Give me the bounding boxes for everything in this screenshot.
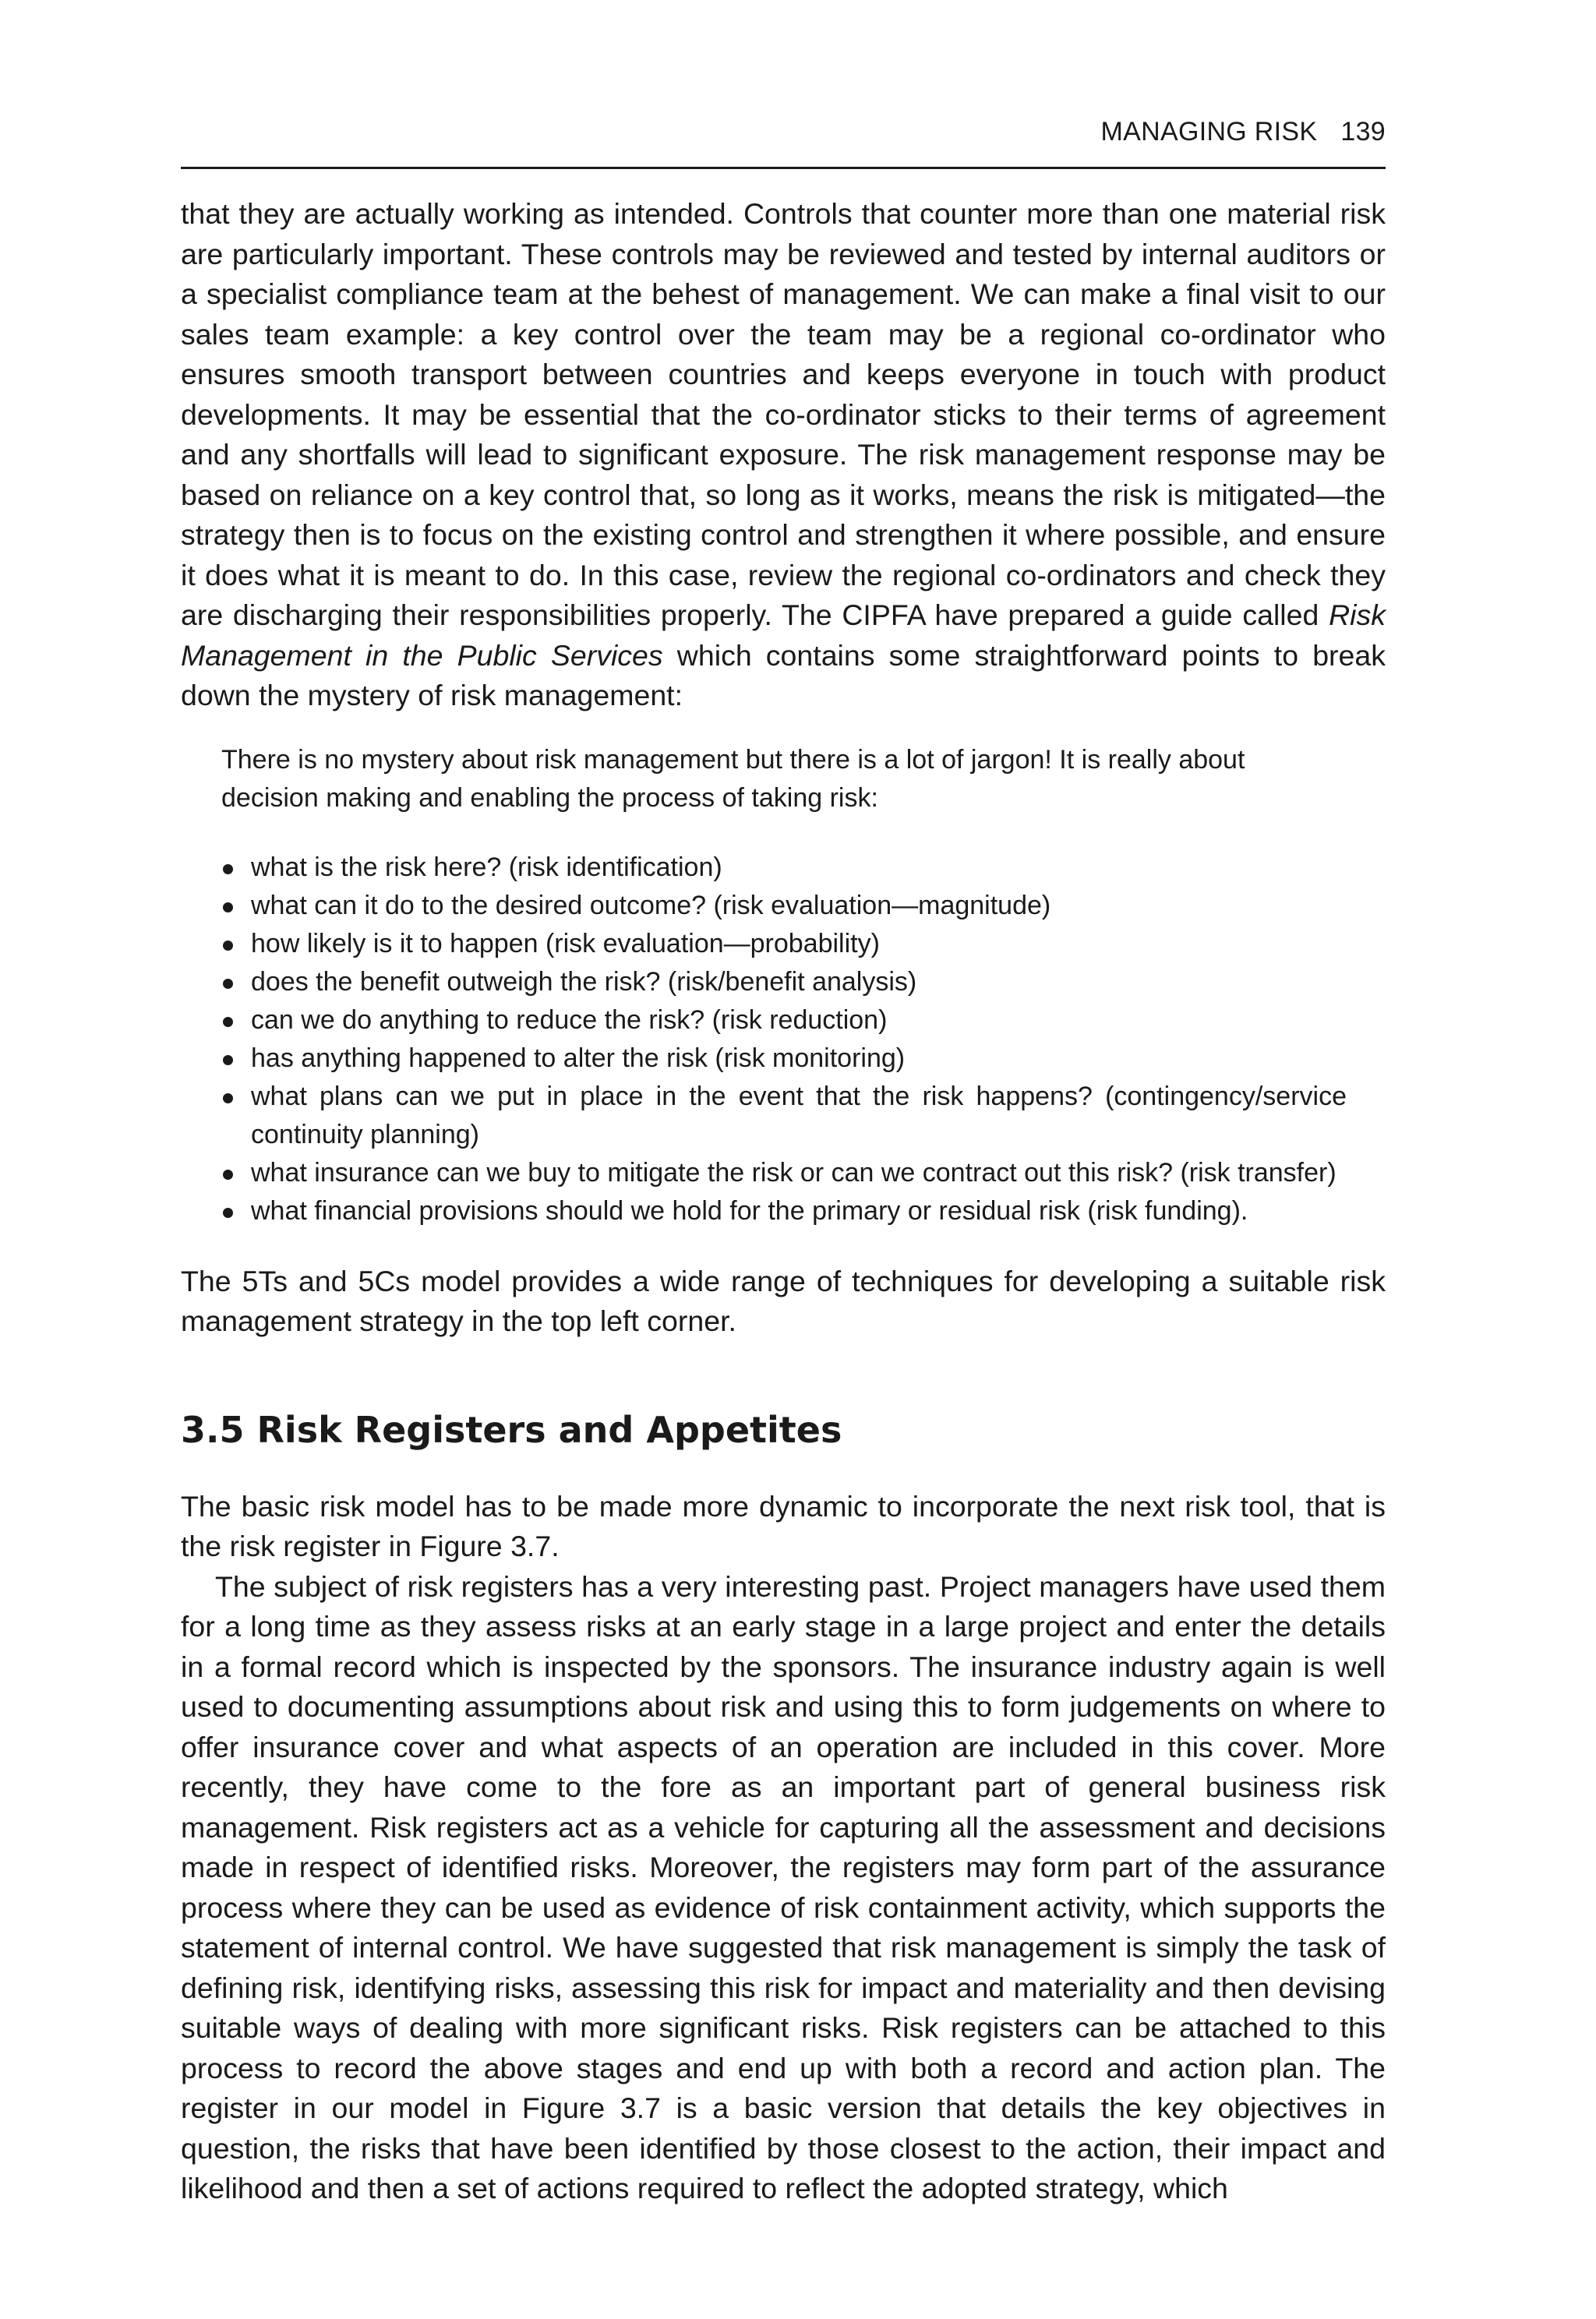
running-header bbox=[181, 117, 1386, 169]
list-item: what financial provisions should we hold for the primary or residual risk (risk funding). bbox=[221, 1192, 1347, 1230]
paragraph-5ts-5cs: The 5Ts and 5Cs model provides a wide range of techniques for developing a suitable risk management strategy in the top left corner. bbox=[181, 1264, 1386, 1337]
quote-intro: There is no mystery about risk management but there is a lot of jargon! It is really about decision making and enabling the process of taking risk: bbox=[221, 744, 1245, 813]
list-item: how likely is it to happen (risk evaluation—probability) bbox=[221, 925, 1347, 963]
paragraph-basic-risk-model: The basic risk model has to be made more dynamic to incorporate the next risk tool, that is the risk register in Figure 3.7. bbox=[181, 1489, 1386, 1562]
quote-bullet-list bbox=[221, 849, 1347, 1230]
list-item: what can it do to the desired outcome? (risk evaluation—magnitude) bbox=[221, 887, 1347, 925]
paragraph-text: that they are actually working as intended. Controls that counter more than one material risk are particularly important. These controls may be reviewed and tested by internal auditors or a specialist compliance team at the behest of management. We can make a final visit to our sales team example: a key control over the team may be a regional co-ordinator who ensures smooth transport between countries and keeps everyone in touch with product developments. It may be essential that the co-ordinator sticks to their terms of agreement and any shortfalls will lead to significant exposure. The risk management response may be based on reliance on a key control that, so long as it works, means the risk is mitigated—the strategy then is to focus on the existing control and strengthen it where possible, and ensure it does what it is meant to do. In this case, review the regional co-ordinators and check they are discharging their responsibilities properly. The CIPFA have prepared a guide called bbox=[181, 197, 1386, 631]
paragraph-controls bbox=[181, 194, 1386, 716]
list-item: what is the risk here? (risk identification) bbox=[221, 849, 1347, 887]
block-quote bbox=[221, 741, 1347, 1230]
book-page bbox=[181, 117, 1386, 2209]
book-title-citation: Risk Management in the Public Services bbox=[181, 598, 1386, 672]
list-item: what insurance can we buy to mitigate the risk or can we contract out this risk? (risk transfer) bbox=[221, 1154, 1347, 1192]
list-item: has anything happened to alter the risk (risk monitoring) bbox=[221, 1039, 1347, 1078]
list-item: what plans can we put in place in the event that the risk happens? (contingency/service continuity planning) bbox=[221, 1078, 1347, 1154]
paragraph-text-end: which contains some straightforward points to break down the mystery of risk management: bbox=[181, 638, 1386, 711]
paragraph-risk-registers: The subject of risk registers has a very interesting past. Project managers have used them for a long time as they assess risks at an early stage in a large project and enter the details in a formal record which is inspected by the sponsors. The insurance industry again is well used to documenting assumptions about risk and using this to form judgements on where to offer insurance cover and what aspects of an operation are included in this cover. More recently, they have come to the fore as an important part of general business risk management. Risk registers act as a vehicle for capturing all the assessment and decisions made in respect of identified risks. Moreover, the registers may form part of the assurance process where they can be used as evidence of risk containment activity, which supports the statement of internal control. We have suggested that risk management is simply the task of defining risk, identifying risks, assessing this risk for impact and materiality and then devising suitable ways of dealing with more significant risks. Risk registers can be attached to this process to record the above stages and end up with both a record and action plan. The register in our model in Figure 3.7 is a basic version that details the key objectives in question, the risks that have been identified by those closest to the action, their impact and likelihood and then a set of actions required to reflect the adopted strategy, which bbox=[181, 1569, 1386, 2204]
section-heading: 3.5 Risk Registers and Appetites bbox=[181, 1408, 842, 1451]
list-item: can we do anything to reduce the risk? (risk reduction) bbox=[221, 1001, 1347, 1039]
running-title: MANAGING RISK bbox=[1100, 117, 1318, 146]
page-number: 139 bbox=[1340, 117, 1386, 146]
list-item: does the benefit outweigh the risk? (risk/benefit analysis) bbox=[221, 963, 1347, 1001]
